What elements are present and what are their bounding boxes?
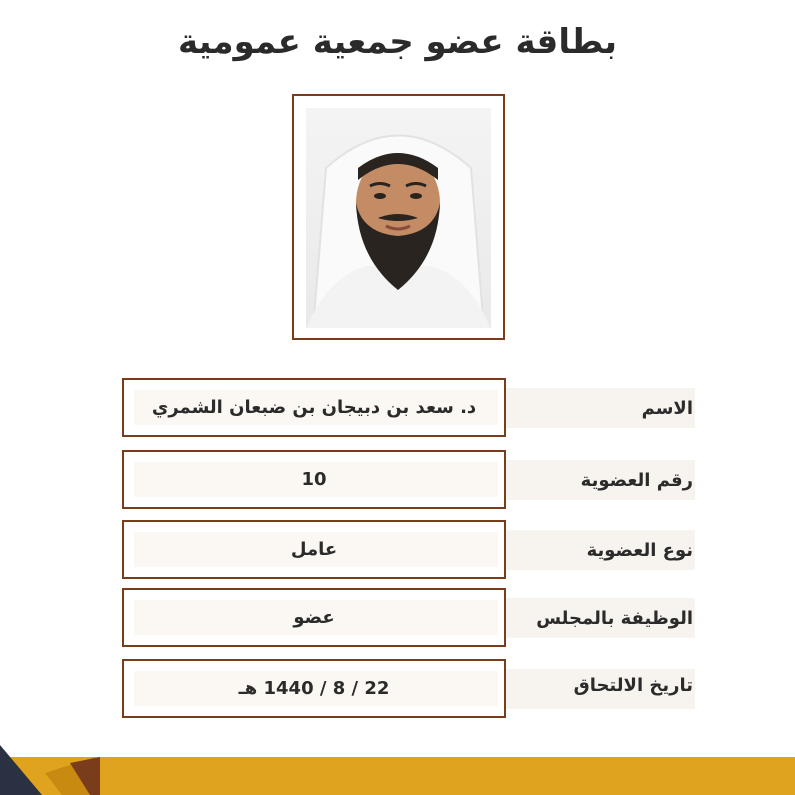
label-board-position: الوظيفة بالمجلس: [536, 608, 693, 629]
row-name: [0, 378, 795, 438]
value-box-membership-number: [122, 450, 506, 509]
row-membership-number: [0, 450, 795, 510]
member-photo-frame: [292, 94, 505, 340]
card-title: بطاقة عضو جمعية عمومية: [178, 22, 617, 62]
row-join-date: [0, 659, 795, 719]
footer-chevrons-icon: [0, 745, 120, 795]
value-box-membership-type: [122, 520, 506, 579]
row-membership-type: [0, 520, 795, 580]
member-portrait-icon: [306, 108, 491, 328]
label-name: الاسم: [641, 398, 693, 419]
row-board-position: [0, 588, 795, 648]
value-box-name: [122, 378, 506, 437]
member-photo: [306, 108, 491, 328]
navy-chevron-icon: [0, 745, 42, 795]
value-membership-type: عامل: [290, 539, 338, 560]
value-join-date: 22 / 8 / 1440 هـ: [238, 678, 390, 699]
value-board-position: عضو: [293, 607, 335, 628]
label-membership-type: نوع العضوية: [586, 540, 693, 561]
label-join-date: تاريخ الالتحاق: [573, 675, 693, 696]
value-box-join-date: [122, 659, 506, 718]
value-membership-number: 10: [301, 469, 327, 490]
value-name: د. سعد بن دبيجان بن ضبعان الشمري: [151, 397, 477, 418]
label-membership-number: رقم العضوية: [580, 470, 693, 491]
value-box-board-position: [122, 588, 506, 647]
